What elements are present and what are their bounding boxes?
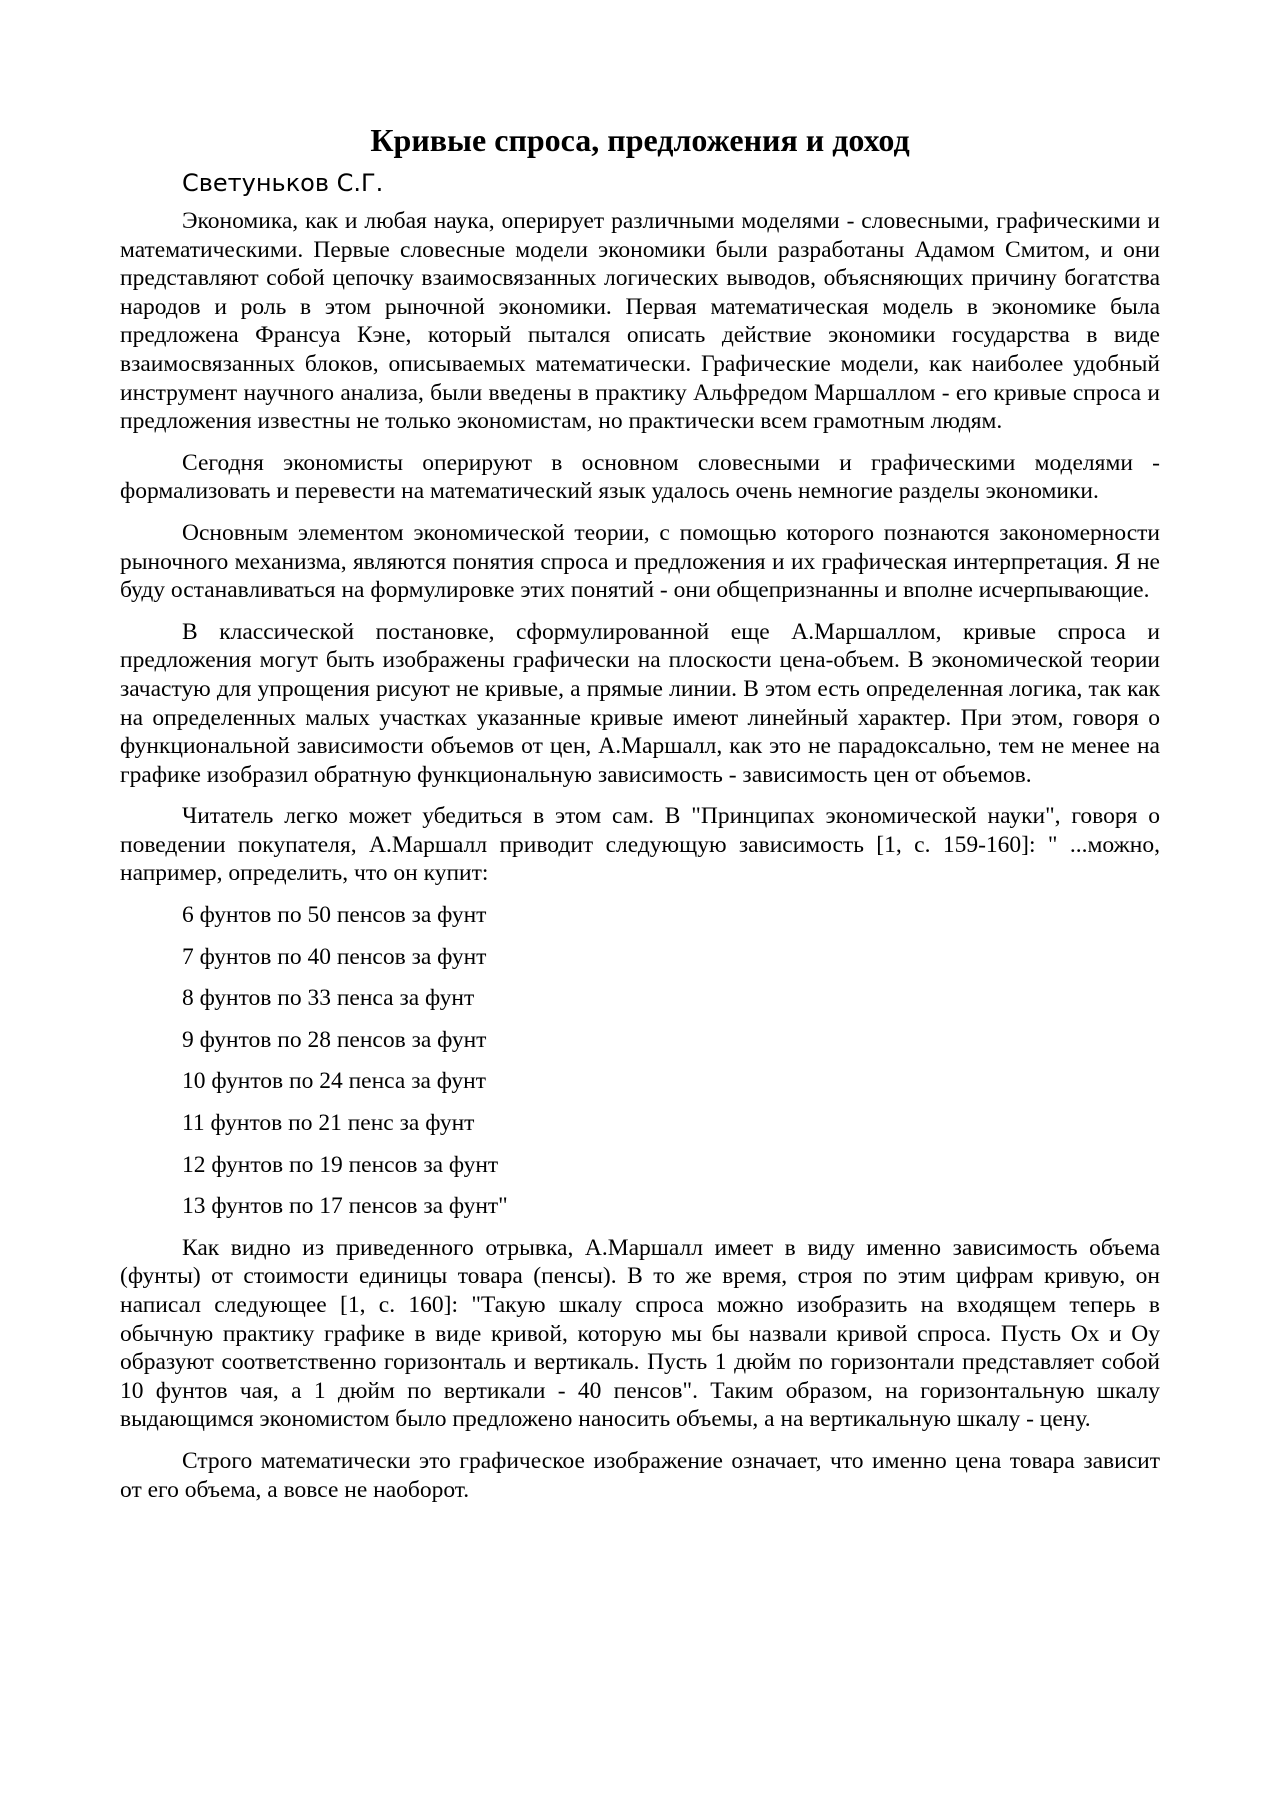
list-item: 8 фунтов по 33 пенса за фунт	[182, 985, 475, 1012]
list-item: 6 фунтов по 50 пенсов за фунт	[182, 902, 487, 929]
document-title: Кривые спроса, предложения и доход	[370, 122, 910, 158]
paragraph: Читатель легко может убедиться в этом сам. В "Принципах экономической науки", говоря о поведении покупателя, А.Маршалл приводит следующую зависимость [1, с. 159-160]: " ...можно, например, определить, что он купит:	[120, 803, 1160, 887]
list-item: 11 фунтов по 21 пенс за фунт	[182, 1110, 475, 1137]
list-item: 10 фунтов по 24 пенса за фунт	[182, 1068, 487, 1095]
paragraph: Сегодня экономисты оперируют в основном словесными и графическими моделями - формализовать и перевести на математический язык удалось очень немногие разделы экономики.	[120, 449, 1160, 505]
list-item: 9 фунтов по 28 пенсов за фунт	[182, 1026, 487, 1053]
document-page	[120, 118, 1160, 1517]
list-item: 12 фунтов по 19 пенсов за фунт	[182, 1151, 499, 1178]
paragraph: Как видно из приведенного отрывка, А.Маршалл имеет в виду именно зависимость объема (фунты) от стоимости единицы товара (пенсы). В то же время, строя по этим цифрам кривую, он написал следующее [1, с. 160]: "Такую шкалу спроса можно изобразить на входящем теперь в обычную практику графике в виде кривой, которую мы бы назвали кривой спроса. Пусть Ох и Оу образуют соответственно горизонталь и вертикаль. Пусть 1 дюйм по горизонтали представляет собой 10 фунтов чая, а 1 дюйм по вертикали - 40 пенсов". Таким образом, на горизонтальную шкалу выдающимся экономистом было предложено наносить объемы, а на вертикальную шкалу - цену.	[120, 1234, 1160, 1433]
list-item: 13 фунтов по 17 пенсов за фунт"	[182, 1193, 508, 1220]
demand-schedule-list	[120, 901, 1160, 1221]
paragraph: Строго математически это графическое изображение означает, что именно цена товара зависит от его объема, а вовсе не наоборот.	[120, 1447, 1160, 1503]
paragraph: Основным элементом экономической теории, с помощью которого познаются закономерности рыночного механизма, являются понятия спроса и предложения и их графическая интерпретация. Я не буду останавливаться на формулировке этих понятий - они общепризнанны и вполне исчерпывающие.	[120, 519, 1160, 604]
paragraph: В классической постановке, сформулированной еще А.Маршаллом, кривые спроса и предложения могут быть изображены графически на плоскости цена-объем. В экономической теории зачастую для упрощения рисуют не кривые, а прямые линии. В этом есть определенная логика, так как на определенных малых участках указанные кривые имеют линейный характер. При этом, говоря о функциональной зависимости объемов от цен, А.Маршалл, как это не парадоксально, тем не менее на графике изобразил обратную функциональную зависимость - зависимость цен от объемов.	[120, 618, 1160, 788]
paragraph: Экономика, как и любая наука, оперирует различными моделями - словесными, графическими и математическими. Первые словесные модели экономики были разработаны Адамом Смитом, и они представляют собой цепочку взаимосвязанных логических выводов, объясняющих причину богатства народов и роль в этом рыночной экономики. Первая математическая модель в экономике была предложена Франсуа Кэне, который пытался описать действие экономики государства в виде взаимосвязанных блоков, описываемых математически. Графические модели, как наиболее удобный инструмент научного анализа, были введены в практику Альфредом Маршаллом - его кривые спроса и предложения известны не только экономистам, но практически всем грамотным людям.	[120, 208, 1160, 435]
list-item: 7 фунтов по 40 пенсов за фунт	[182, 943, 487, 970]
document-author: Светуньков С.Г.	[182, 169, 384, 197]
